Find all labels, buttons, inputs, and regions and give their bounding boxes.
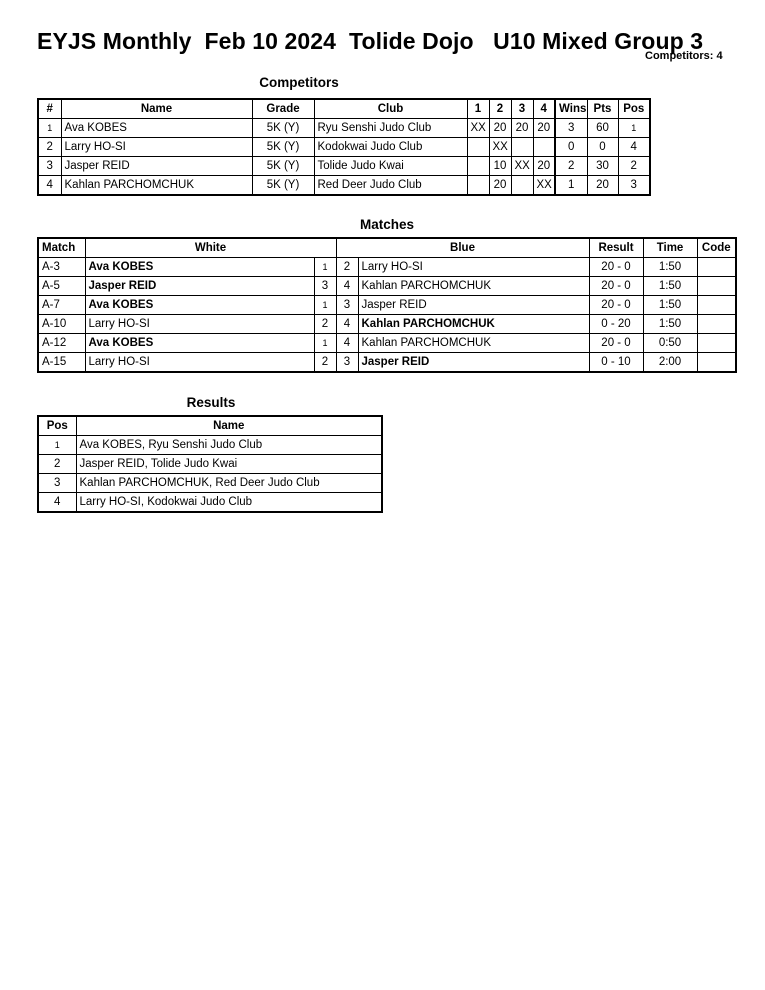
white-number: 2: [314, 353, 336, 373]
result-pos: 1: [38, 436, 76, 455]
score-vs-4: 20: [533, 157, 555, 176]
competitor-pos: 2: [618, 157, 650, 176]
result-row: [38, 474, 382, 493]
competitor-num: 2: [38, 138, 61, 157]
match-id: A-7: [38, 296, 85, 315]
col-result: Result: [589, 238, 643, 258]
competitor-count: Competitors: 4: [645, 50, 723, 62]
white-number: 1: [314, 334, 336, 353]
blue-number: 4: [336, 277, 358, 296]
competitor-club: Tolide Judo Kwai: [314, 157, 467, 176]
competitors-table: [37, 98, 651, 196]
result-row: [38, 493, 382, 513]
competitor-row: [38, 157, 650, 176]
white-player: Ava KOBES: [85, 258, 314, 277]
results-table: [37, 415, 383, 513]
result-pos: 3: [38, 474, 76, 493]
competitor-pos: 3: [618, 176, 650, 196]
match-code: [697, 296, 736, 315]
score-vs-4: 20: [533, 119, 555, 138]
match-result: 20 - 0: [589, 296, 643, 315]
match-id: A-15: [38, 353, 85, 373]
blue-number: 3: [336, 296, 358, 315]
competitor-grade: 5K (Y): [252, 138, 314, 157]
score-vs-3: XX: [511, 157, 533, 176]
col-wins: Wins: [555, 99, 587, 119]
match-row: [38, 258, 736, 277]
match-row: [38, 277, 736, 296]
blue-number: 4: [336, 315, 358, 334]
competitor-wins: 3: [555, 119, 587, 138]
match-code: [697, 258, 736, 277]
blue-number: 4: [336, 334, 358, 353]
col-match: Match: [38, 238, 85, 258]
col-club: Club: [314, 99, 467, 119]
match-id: A-3: [38, 258, 85, 277]
competitor-club: Red Deer Judo Club: [314, 176, 467, 196]
competitor-wins: 2: [555, 157, 587, 176]
matches-table: [37, 237, 737, 373]
col-s2: 2: [489, 99, 511, 119]
col-grade: Grade: [252, 99, 314, 119]
blue-player: Kahlan PARCHOMCHUK: [358, 315, 589, 334]
match-time: 1:50: [643, 258, 697, 277]
blue-number: 3: [336, 353, 358, 373]
competitor-num: 3: [38, 157, 61, 176]
white-number: 2: [314, 315, 336, 334]
match-result: 20 - 0: [589, 277, 643, 296]
match-row: [38, 334, 736, 353]
col-s4: 4: [533, 99, 555, 119]
match-code: [697, 315, 736, 334]
white-player: Jasper REID: [85, 277, 314, 296]
competitor-pos: 4: [618, 138, 650, 157]
blue-number: 2: [336, 258, 358, 277]
competitor-row: [38, 176, 650, 196]
match-id: A-5: [38, 277, 85, 296]
col-time: Time: [643, 238, 697, 258]
competitor-grade: 5K (Y): [252, 157, 314, 176]
competitors-heading: Competitors: [259, 75, 339, 90]
match-id: A-12: [38, 334, 85, 353]
competitor-name: Jasper REID: [61, 157, 252, 176]
result-name: Larry HO-SI, Kodokwai Judo Club: [76, 493, 382, 513]
match-time: 1:50: [643, 296, 697, 315]
score-vs-1: [467, 157, 489, 176]
match-result: 0 - 10: [589, 353, 643, 373]
score-vs-4: [533, 138, 555, 157]
col-res-pos: Pos: [38, 416, 76, 436]
col-pts: Pts: [587, 99, 618, 119]
white-player: Larry HO-SI: [85, 315, 314, 334]
competitor-pts: 30: [587, 157, 618, 176]
score-vs-3: [511, 176, 533, 196]
competitor-pts: 0: [587, 138, 618, 157]
match-row: [38, 296, 736, 315]
score-vs-1: [467, 176, 489, 196]
match-result: 20 - 0: [589, 334, 643, 353]
competitor-club: Kodokwai Judo Club: [314, 138, 467, 157]
white-player: Larry HO-SI: [85, 353, 314, 373]
white-number: 3: [314, 277, 336, 296]
result-row: [38, 436, 382, 455]
score-vs-1: [467, 138, 489, 157]
competitor-name: Kahlan PARCHOMCHUK: [61, 176, 252, 196]
result-pos: 4: [38, 493, 76, 513]
match-row: [38, 315, 736, 334]
white-number: 1: [314, 296, 336, 315]
match-code: [697, 353, 736, 373]
score-vs-3: 20: [511, 119, 533, 138]
blue-player: Jasper REID: [358, 296, 589, 315]
competitor-wins: 1: [555, 176, 587, 196]
competitor-name: Larry HO-SI: [61, 138, 252, 157]
match-time: 1:50: [643, 277, 697, 296]
match-row: [38, 353, 736, 373]
col-num: #: [38, 99, 61, 119]
col-pos: Pos: [618, 99, 650, 119]
page-title: EYJS Monthly Feb 10 2024 Tolide Dojo U10 Mixed Group 3: [37, 28, 704, 54]
competitor-name: Ava KOBES: [61, 119, 252, 138]
col-s1: 1: [467, 99, 489, 119]
matches-heading: Matches: [359, 217, 415, 232]
score-vs-2: XX: [489, 138, 511, 157]
score-vs-1: XX: [467, 119, 489, 138]
score-vs-4: XX: [533, 176, 555, 196]
score-vs-2: 20: [489, 119, 511, 138]
match-code: [697, 334, 736, 353]
result-row: [38, 455, 382, 474]
score-vs-3: [511, 138, 533, 157]
results-heading: Results: [186, 395, 236, 410]
col-res-name: Name: [76, 416, 382, 436]
competitor-club: Ryu Senshi Judo Club: [314, 119, 467, 138]
competitor-pts: 60: [587, 119, 618, 138]
competitor-num: 1: [38, 119, 61, 138]
blue-player: Kahlan PARCHOMCHUK: [358, 277, 589, 296]
col-code: Code: [697, 238, 736, 258]
match-result: 0 - 20: [589, 315, 643, 334]
result-name: Kahlan PARCHOMCHUK, Red Deer Judo Club: [76, 474, 382, 493]
competitor-row: [38, 119, 650, 138]
competitor-pos: 1: [618, 119, 650, 138]
competitor-grade: 5K (Y): [252, 176, 314, 196]
score-vs-2: 10: [489, 157, 511, 176]
col-blue: Blue: [336, 238, 589, 258]
results-header-row: [38, 416, 382, 436]
blue-player: Jasper REID: [358, 353, 589, 373]
match-time: 2:00: [643, 353, 697, 373]
white-number: 1: [314, 258, 336, 277]
match-time: 0:50: [643, 334, 697, 353]
col-name: Name: [61, 99, 252, 119]
white-player: Ava KOBES: [85, 296, 314, 315]
match-result: 20 - 0: [589, 258, 643, 277]
result-name: Jasper REID, Tolide Judo Kwai: [76, 455, 382, 474]
result-name: Ava KOBES, Ryu Senshi Judo Club: [76, 436, 382, 455]
competitors-header-row: [38, 99, 650, 119]
competitor-wins: 0: [555, 138, 587, 157]
competitor-row: [38, 138, 650, 157]
col-s3: 3: [511, 99, 533, 119]
competitor-num: 4: [38, 176, 61, 196]
match-code: [697, 277, 736, 296]
blue-player: Kahlan PARCHOMCHUK: [358, 334, 589, 353]
result-pos: 2: [38, 455, 76, 474]
match-id: A-10: [38, 315, 85, 334]
white-player: Ava KOBES: [85, 334, 314, 353]
col-white: White: [85, 238, 336, 258]
competitor-pts: 20: [587, 176, 618, 196]
competitor-grade: 5K (Y): [252, 119, 314, 138]
blue-player: Larry HO-SI: [358, 258, 589, 277]
match-time: 1:50: [643, 315, 697, 334]
matches-header-row: [38, 238, 736, 258]
score-vs-2: 20: [489, 176, 511, 196]
